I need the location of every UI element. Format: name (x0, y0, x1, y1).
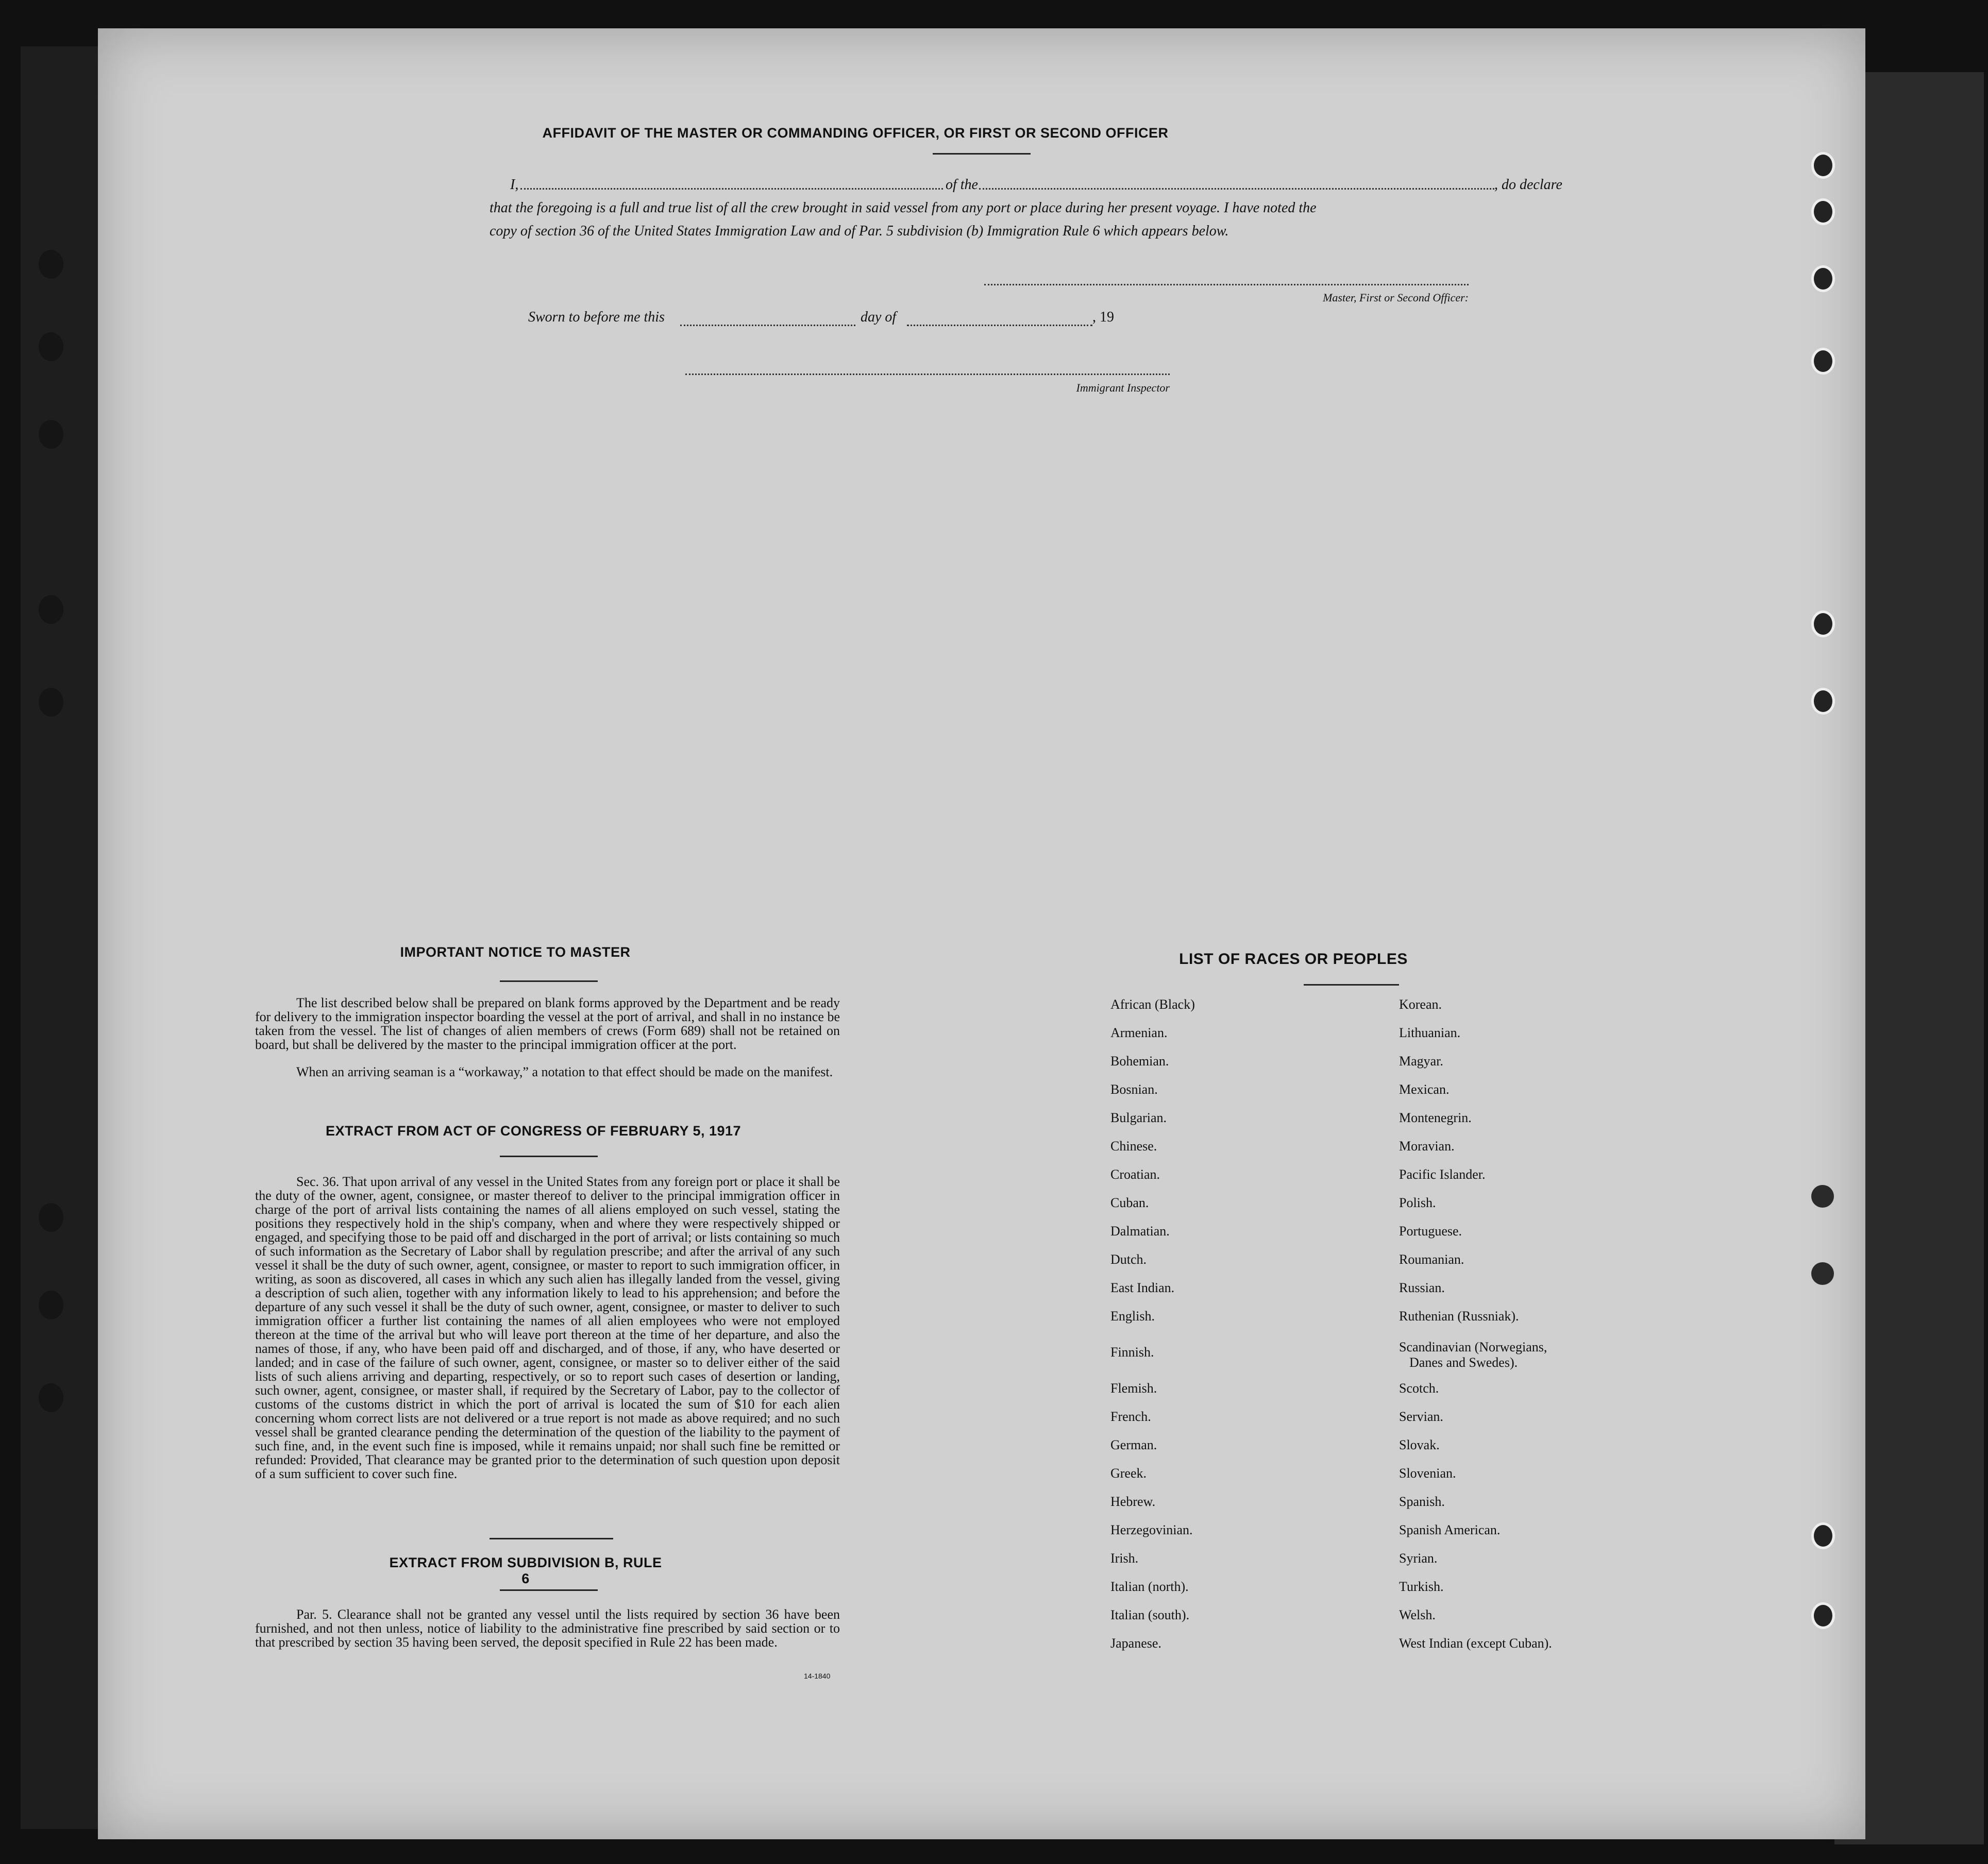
ring-hole-icon (1811, 198, 1835, 225)
race-item: Scandinavian (Norwegians, (1399, 1340, 1547, 1354)
form-number: 14-1840 (804, 1672, 831, 1680)
race-item: Greek. (1110, 1466, 1147, 1481)
race-item: Scotch. (1399, 1381, 1439, 1396)
race-item: Moravian. (1399, 1139, 1455, 1154)
affidavit-do-declare: , do declare (1494, 177, 1562, 193)
race-item: Korean. (1399, 997, 1442, 1012)
punch-hole-icon (39, 595, 63, 624)
race-item: Syrian. (1399, 1551, 1438, 1566)
race-item: Hebrew. (1110, 1494, 1156, 1509)
sworn-label: Sworn to before me this (528, 309, 665, 325)
race-item: Roumanian. (1399, 1252, 1464, 1267)
ring-hole-icon (1811, 152, 1835, 179)
vessel-blank[interactable] (979, 188, 1494, 190)
race-item: Danes and Swedes). (1409, 1355, 1518, 1370)
race-item: Spanish American. (1399, 1522, 1501, 1537)
race-item: Irish. (1110, 1551, 1139, 1566)
race-item: East Indian. (1110, 1280, 1175, 1295)
race-item: Dutch. (1110, 1252, 1147, 1267)
races-underline (1304, 984, 1399, 986)
race-item: Bosnian. (1110, 1082, 1158, 1097)
ring-hole-icon (1811, 1522, 1835, 1549)
ring-hole-icon (1811, 1262, 1834, 1285)
race-item: Mexican. (1399, 1082, 1450, 1097)
affidavit-line-2: that the foregoing is a full and true list of all the crew brought in said vessel from any port or place during her present voyage. I have noted the (490, 200, 1317, 216)
rule-extract-title: EXTRACT FROM SUBDIVISION B, RULE 6 (389, 1555, 662, 1586)
race-item: Armenian. (1110, 1025, 1168, 1040)
race-item: Cuban. (1110, 1195, 1149, 1210)
punch-hole-icon (39, 332, 63, 361)
race-item: Russian. (1399, 1280, 1445, 1295)
race-item: Montenegrin. (1399, 1110, 1472, 1125)
inspector-caption: Immigrant Inspector (1076, 381, 1170, 394)
race-item: Pacific Islander. (1399, 1167, 1486, 1182)
punch-hole-icon (39, 1291, 63, 1319)
punch-hole-icon (39, 1383, 63, 1412)
race-item: Finnish. (1110, 1345, 1154, 1360)
affidavit-line-3: copy of section 36 of the United States Immigration Law and of Par. 5 subdivision (b) Immigration Rule 6 which appears below. (490, 223, 1229, 239)
notice-title: IMPORTANT NOTICE TO MASTER (400, 944, 631, 960)
punch-hole-icon (39, 1203, 63, 1232)
rule-extract-underline (500, 1589, 598, 1591)
race-item: West Indian (except Cuban). (1399, 1636, 1552, 1651)
notice-paragraph-2: When an arriving seaman is a “workaway,” a notation to that effect should be made on the manifest. (296, 1064, 833, 1079)
rule-extract-overline (490, 1538, 613, 1539)
race-item: Bulgarian. (1110, 1110, 1167, 1125)
rule-extract-text: Par. 5. Clearance shall not be granted any vessel until the lists required by section 36 have been furnished, and not then unless, notice of liability to the administrative fine prescribed by said section or to that prescribed by section 35 having been served, the deposit specified in Rule 22 has been made. (255, 1607, 840, 1650)
race-item: Slovak. (1399, 1437, 1440, 1452)
act-extract-title: EXTRACT FROM ACT OF CONGRESS OF FEBRUARY 5, 1917 (325, 1123, 742, 1139)
year-label: , 19 (1092, 309, 1114, 325)
race-item: Servian. (1399, 1409, 1443, 1424)
sworn-month-blank[interactable] (907, 325, 1092, 326)
binding-edge (21, 46, 103, 1829)
race-item: French. (1110, 1409, 1151, 1424)
notice-paragraph-1: The list described below shall be prepared on blank forms approved by the Department and be ready for delivery to the immigration inspector boarding the vessel at the port of arrival, and shall in no instance be taken from the vessel. The list of changes of alien members of crews (Form 689) shall not be retained on board, but shall be delivered by the master to the principal immigration officer at the port. (255, 995, 840, 1052)
act-extract-underline (500, 1156, 598, 1157)
race-item: Chinese. (1110, 1139, 1157, 1154)
race-item: Italian (south). (1110, 1607, 1190, 1622)
signature-caption: Master, First or Second Officer: (1323, 291, 1469, 304)
race-item: Herzegovinian. (1110, 1522, 1193, 1537)
sworn-day-blank[interactable] (680, 325, 855, 326)
ring-hole-icon (1811, 265, 1835, 292)
race-item: Slovenian. (1399, 1466, 1456, 1481)
race-item: German. (1110, 1437, 1157, 1452)
race-item: African (Black) (1110, 997, 1195, 1012)
day-of-label: day of (861, 309, 897, 325)
races-title: LIST OF RACES OR PEOPLES (1179, 951, 1408, 968)
affidavit-i-label: I, (510, 177, 519, 193)
title-underline (933, 153, 1031, 155)
race-item: Polish. (1399, 1195, 1436, 1210)
race-item: Welsh. (1399, 1607, 1436, 1622)
ring-hole-icon (1811, 1185, 1834, 1208)
punch-hole-icon (39, 250, 63, 279)
race-item: Flemish. (1110, 1381, 1157, 1396)
punch-hole-icon (39, 688, 63, 717)
document-page (98, 28, 1865, 1839)
race-item: Spanish. (1399, 1494, 1445, 1509)
affidavit-of-the-label: of the (946, 177, 978, 193)
name-blank[interactable] (520, 188, 943, 190)
race-item: Ruthenian (Russniak). (1399, 1309, 1519, 1324)
race-item: English. (1110, 1309, 1155, 1324)
race-item: Turkish. (1399, 1579, 1444, 1594)
inspector-signature-blank[interactable] (685, 374, 1170, 375)
race-item: Croatian. (1110, 1167, 1160, 1182)
ring-hole-icon (1811, 688, 1835, 715)
ring-hole-icon (1811, 348, 1835, 375)
race-item: Magyar. (1399, 1054, 1443, 1069)
race-item: Italian (north). (1110, 1579, 1189, 1594)
affidavit-title: AFFIDAVIT OF THE MASTER OR COMMANDING OFFICER, OR FIRST OR SECOND OFFICER (542, 125, 1169, 141)
race-item: Japanese. (1110, 1636, 1161, 1651)
ring-hole-icon (1811, 611, 1835, 637)
signature-blank[interactable] (984, 284, 1469, 285)
ring-hole-icon (1811, 1602, 1835, 1629)
notice-underline (500, 980, 598, 982)
race-item: Portuguese. (1399, 1224, 1462, 1239)
race-item: Lithuanian. (1399, 1025, 1461, 1040)
punch-hole-icon (39, 420, 63, 449)
act-extract-text: Sec. 36. That upon arrival of any vessel in the United States from any foreign port or place it shall be the duty of the owner, agent, consignee, or master thereof to deliver to the principal immigration officer in charge of the port of arrival lists containing the names of all aliens employed on such vessel, stating the positions they respectively hold in the ship's company, when and where they were respectively shipped or engaged, and specifying those to be paid off and discharged in the port of arrival; or lists containing so much of such information as the Secretary of Labor shall by regulation prescribe; and after the arrival of any such vessel it shall be the duty of such owner, agent, consignee, or master to report to such immigration officer, in writing, as soon as discovered, all cases in which any such alien has illegally landed from the vessel, giving a description of such alien, together with any information likely to lead to his apprehension; and before the departure of any such vessel it shall be the duty of such owner, agent, consignee, or master to deliver to such immigration officer a further list containing the names of all alien employees who were not employed thereon at the time of the arrival but who will leave port thereon at the time of her departure, and also the names of those, if any, who have been paid off and discharged, and of those, if any, who have deserted or landed; and in case of the failure of such owner, agent, consignee, or master so to deliver either of the said lists of such aliens arriving and departing, respectively, or so to report such cases of desertion or landing, such owner, agent, consignee, or master shall, if required by the Secretary of Labor, pay to the collector of customs of the customs district in which the port of arrival is located the sum of $10 for each alien concerning whom correct lists are not delivered or a true report is not made as above required; and no such vessel shall be granted clearance pending the determination of the question of the liability to the payment of such fine, and, in the event such fine is imposed, while it remains unpaid; nor shall such fine be remitted or refunded: Provided, That clearance may be granted prior to the determination of such question upon deposit of a sum sufficient to cover such fine. (255, 1174, 840, 1481)
race-item: Dalmatian. (1110, 1224, 1170, 1239)
race-item: Bohemian. (1110, 1054, 1169, 1069)
